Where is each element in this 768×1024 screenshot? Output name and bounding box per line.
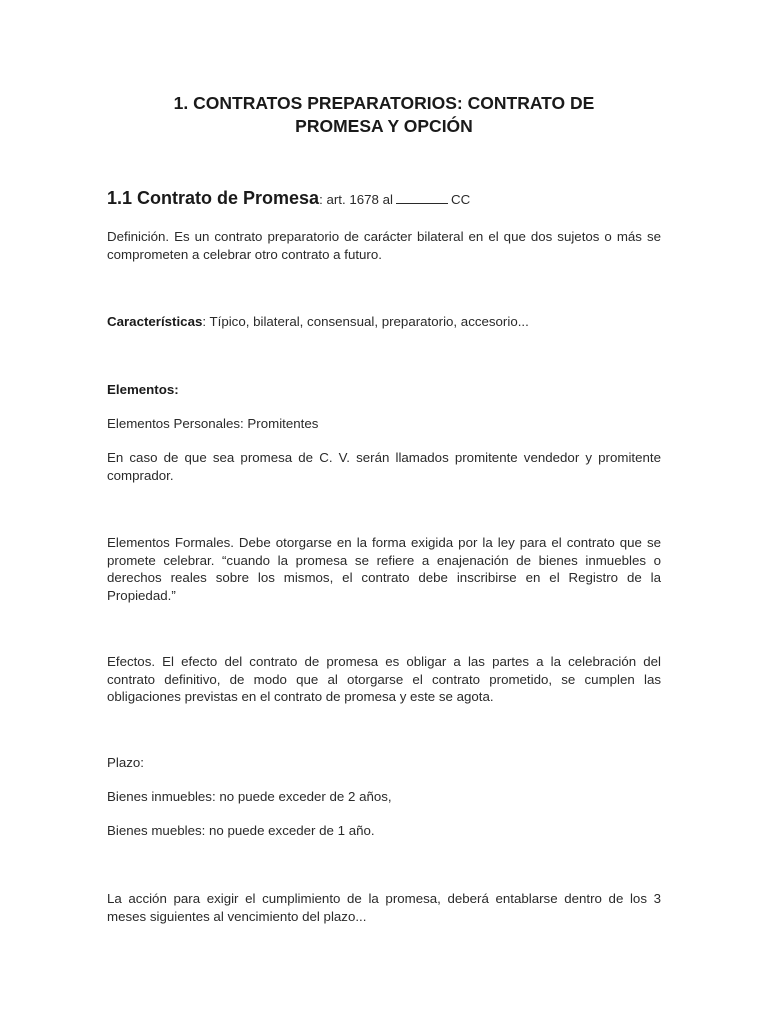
elementos-heading-text: Elementos: <box>107 382 179 397</box>
plazo-muebles: Bienes muebles: no puede exceder de 1 año. <box>107 823 375 838</box>
section-heading: 1.1 Contrato de Promesa <box>107 188 320 208</box>
definicion-paragraph: Definición. Es un contrato preparatorio de carácter bilateral en el que dos sujetos o más se comprometen a celebrar otro contrato a futuro. <box>107 229 661 262</box>
title-line-1: 1. CONTRATOS PREPARATORIOS: CONTRATO DE <box>173 93 595 113</box>
accion-paragraph: La acción para exigir el cumplimiento de la promesa, deberá entablarse dentro de los 3 meses siguientes al vencimiento del plazo... <box>107 891 661 924</box>
section-code-ref: CC <box>450 192 471 207</box>
section-heading-row <box>107 190 661 209</box>
caracteristicas-label: Características <box>107 314 203 329</box>
blank-line <box>396 191 448 204</box>
elementos-heading <box>107 381 661 399</box>
elementos-formales: Elementos Formales. Debe otorgarse en la forma exigida por la ley para el contrato que se promete celebrar. “cuando la promesa se refiere a enajenación de bienes inmuebles o derechos reales sobre los mismos, el contrato debe inscribirse en el Registro de la Propiedad.” <box>107 535 661 603</box>
plazo-inmuebles: Bienes inmuebles: no puede exceder de 2 años, <box>107 789 392 804</box>
elementos-caso-cv: En caso de que sea promesa de C. V. serán llamados promitente vendedor y promitente comprador. <box>107 450 661 483</box>
title-line-2: PROMESA Y OPCIÓN <box>295 116 473 136</box>
plazo-label: Plazo: <box>107 755 144 770</box>
document-title <box>120 92 648 138</box>
caracteristicas-text: : Típico, bilateral, consensual, preparatorio, accesorio... <box>202 314 529 329</box>
section-article-ref: : art. 1678 al <box>319 192 393 207</box>
caracteristicas-paragraph <box>107 313 661 331</box>
efectos-paragraph: Efectos. El efecto del contrato de promesa es obligar a las partes a la celebración del contrato definitivo, de modo que al otorgarse el contrato prometido, se cumplen las obligaciones previstas en el contrato de promesa y este se agota. <box>107 654 661 704</box>
elementos-personales: Elementos Personales: Promitentes <box>107 416 319 431</box>
